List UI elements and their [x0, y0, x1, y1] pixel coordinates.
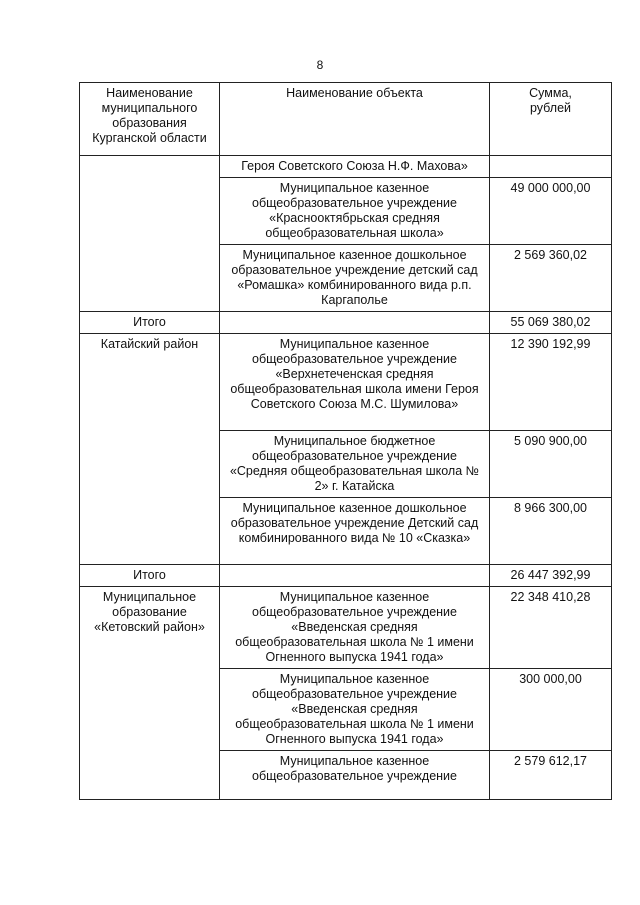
total-label: Итого [80, 565, 220, 587]
object-cell: Героя Советского Союза Н.Ф. Махова» [220, 156, 490, 178]
municipality-cell: Катайский район [80, 334, 220, 565]
header-sum: Сумма, рублей [490, 83, 612, 156]
allocation-table [79, 82, 612, 800]
total-sum: 26 447 392,99 [490, 565, 612, 587]
municipality-cell: Муниципальное образование «Кетовский район» [80, 587, 220, 800]
sum-cell: 2 569 360,02 [490, 245, 612, 312]
header-object: Наименование объекта [220, 83, 490, 156]
object-cell: Муниципальное казенное общеобразовательное учреждение «Введенская средняя общеобразовательная школа № 1 имени Огненного выпуска 1941 года» [220, 587, 490, 669]
object-cell: Муниципальное казенное общеобразовательное учреждение «Верхнетеченская средняя общеобразовательная школа имени Героя Советского Союза М.С. Шумилова» [220, 334, 490, 431]
object-cell: Муниципальное казенное дошкольное образовательное учреждение Детский сад комбинированного вида № 10 «Сказка» [220, 498, 490, 565]
table-header-row [80, 83, 612, 156]
sum-cell: 8 966 300,00 [490, 498, 612, 565]
sum-cell: 2 579 612,17 [490, 751, 612, 800]
sum-cell: 300 000,00 [490, 669, 612, 751]
object-cell: Муниципальное казенное общеобразовательное учреждение [220, 751, 490, 800]
object-cell [220, 565, 490, 587]
table-row [80, 587, 612, 669]
sum-cell [490, 156, 612, 178]
object-cell [220, 312, 490, 334]
header-municipality: Наименование муниципального образования Курганской области [80, 83, 220, 156]
sum-cell: 49 000 000,00 [490, 178, 612, 245]
object-cell: Муниципальное казенное общеобразовательное учреждение «Краснооктябрьская средняя общеобразовательная школа» [220, 178, 490, 245]
sum-cell: 22 348 410,28 [490, 587, 612, 669]
table-row [80, 156, 612, 178]
total-label: Итого [80, 312, 220, 334]
page-number: 8 [316, 58, 324, 72]
object-cell: Муниципальное казенное общеобразовательное учреждение «Введенская средняя общеобразовательная школа № 1 имени Огненного выпуска 1941 года» [220, 669, 490, 751]
table-row [80, 334, 612, 431]
object-cell: Муниципальное казенное дошкольное образовательное учреждение детский сад «Ромашка» комбинированного вида р.п. Каргаполье [220, 245, 490, 312]
sum-cell: 5 090 900,00 [490, 431, 612, 498]
object-cell: Муниципальное бюджетное общеобразовательное учреждение «Средняя общеобразовательная школа № 2» г. Катайска [220, 431, 490, 498]
table-row-total [80, 312, 612, 334]
municipality-cell [80, 156, 220, 312]
total-sum: 55 069 380,02 [490, 312, 612, 334]
table-row-total [80, 565, 612, 587]
sum-cell: 12 390 192,99 [490, 334, 612, 431]
